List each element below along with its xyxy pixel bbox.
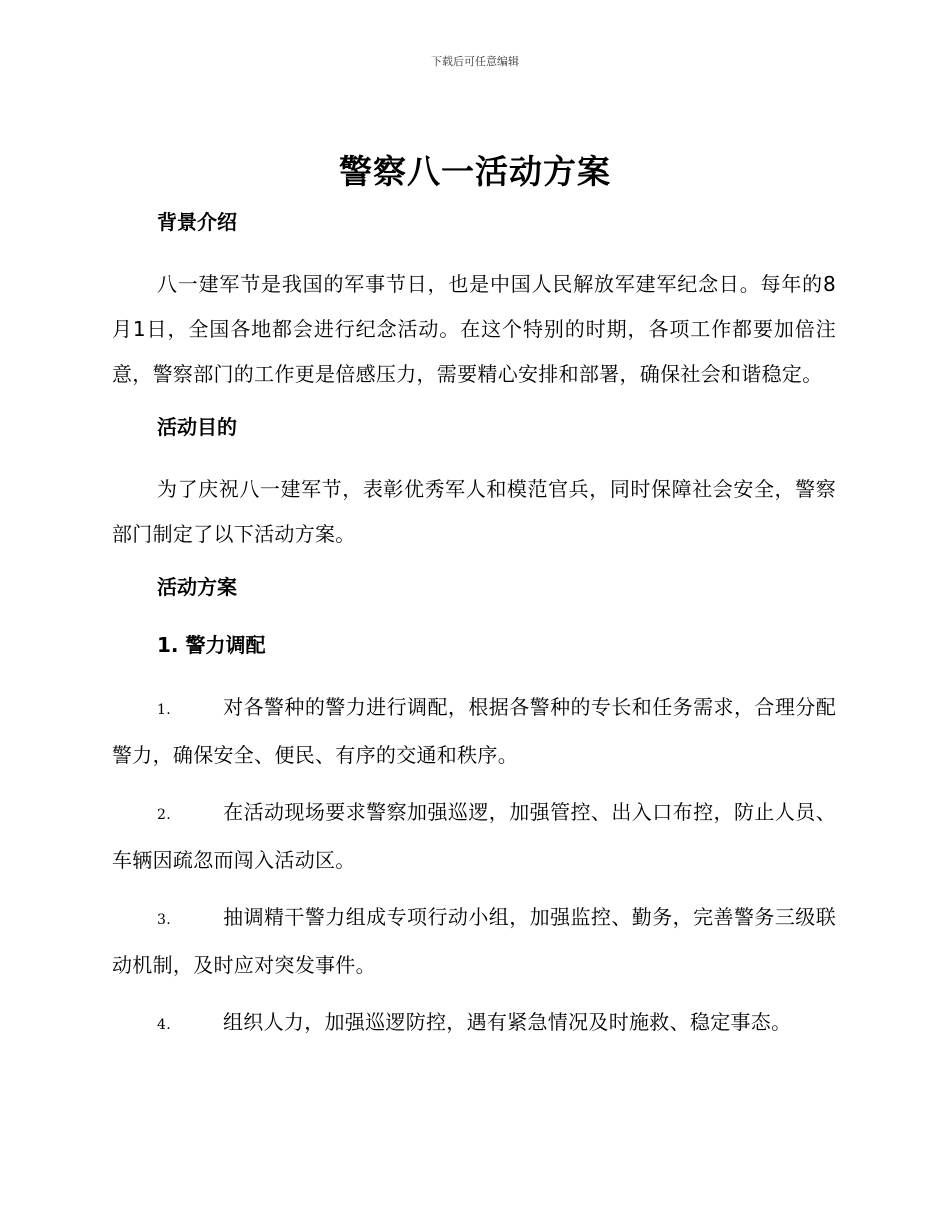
list-item-number: 3. [157,912,171,928]
page-header-note: 下载后可任意编辑 [431,55,519,68]
list-item-text: 抽调精干警力组成专项行动小组，加强监控、勤务，完善警务三级联动机制，及时应对突发事件。 [112,905,836,977]
list-item [112,1000,836,1048]
list-item-text: 对各警种的警力进行调配，根据各警种的专长和任务需求，合理分配警力，确保安全、便民、有序的交通和秩序。 [112,695,836,767]
paragraph-background: 八一建军节是我国的军事节日，也是中国人民解放军建军纪念日。每年的8月1日，全国各地都会进行纪念活动。在这个特别的时期，各项工作都要加倍注意，警察部门的工作更是倍感压力，需要精心安排和部署，确保社会和谐稳定。 [112,272,836,386]
list-item [112,790,836,883]
list-item-number: 1. [157,702,171,718]
list-item-number: 2. [157,807,171,823]
list-item-number: 4. [157,1017,171,1033]
section-heading-plan: 活动方案 [157,575,237,599]
paragraph-purpose: 为了庆祝八一建军节，表彰优秀军人和模范官兵，同时保障社会安全，警察部门制定了以下活动方案。 [112,477,836,546]
document-body [112,204,836,1060]
document-title: 警察八一活动方案 [339,152,611,191]
list-item-text: 在活动现场要求警察加强巡逻，加强管控、出入口布控，防止人员、车辆因疏忽而闯入活动区。 [112,800,836,872]
list-item [112,895,836,988]
list-item [112,685,836,778]
subheading-police-deployment: 1. 警力调配 [157,633,266,657]
section-heading-purpose: 活动目的 [157,415,237,439]
section-heading-background: 背景介绍 [157,210,237,234]
list-item-text: 组织人力，加强巡逻防控，遇有紧急情况及时施救、稳定事态。 [223,1010,792,1034]
